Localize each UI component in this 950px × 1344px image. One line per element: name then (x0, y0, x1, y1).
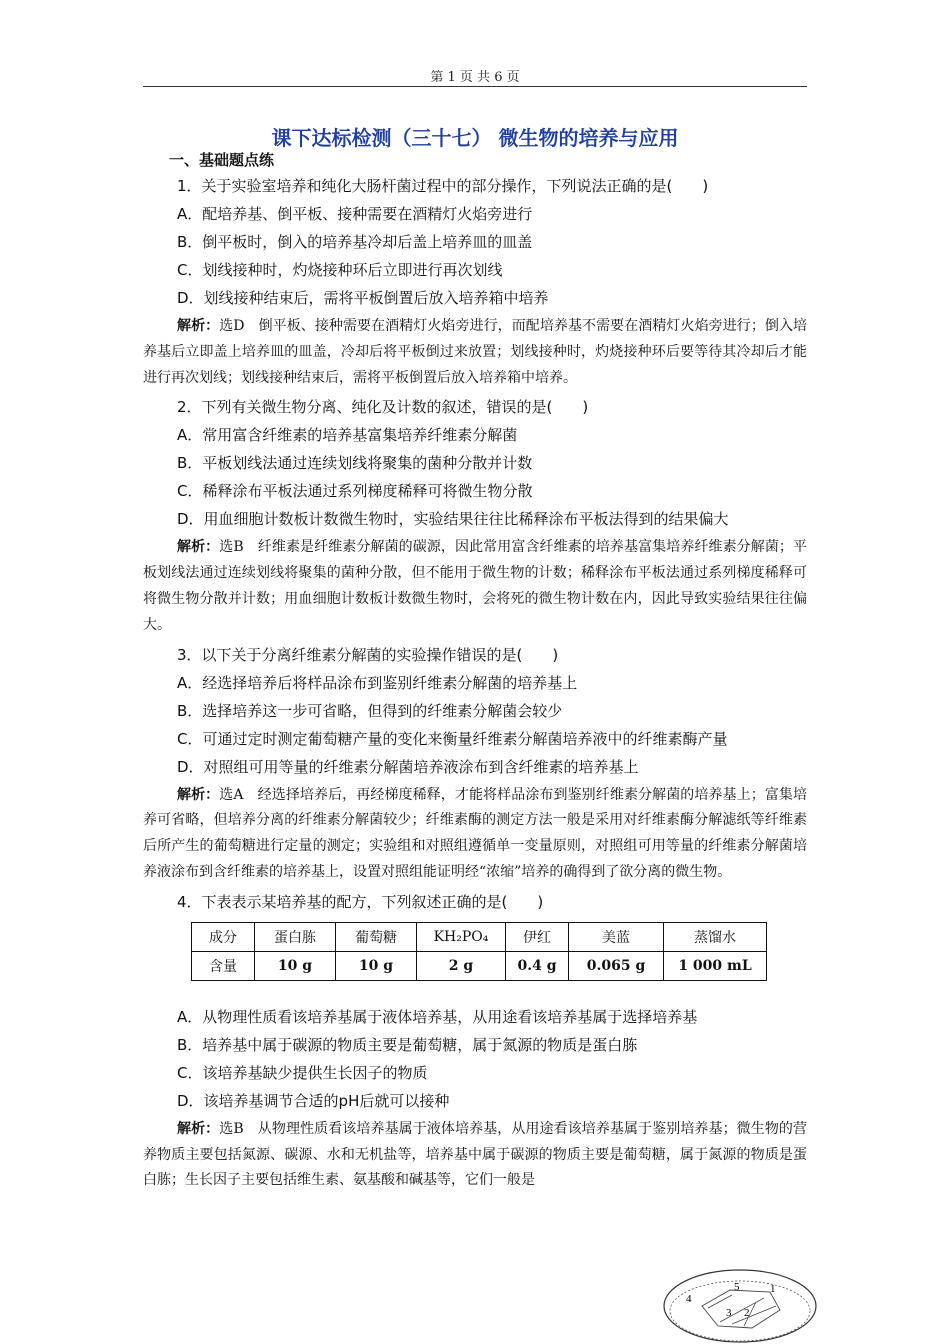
question-4-option-a: A．从物理性质看该培养基属于液体培养基，从用途看该培养基属于选择培养基 (177, 1007, 698, 1026)
header-divider (143, 86, 807, 87)
question-2-option-c: C．稀释涂布平板法通过系列梯度稀释可将微生物分散 (177, 482, 533, 501)
table-cell: 2 g (417, 951, 506, 980)
question-1-stem: 1．关于实验室培养和纯化大肠杆菌过程中的部分操作，下列说法正确的是( ) (177, 177, 709, 195)
table-cell: 美蓝 (569, 922, 664, 951)
table-cell: 蛋白胨 (255, 922, 336, 951)
dish-label: 1 (770, 1283, 776, 1295)
table-cell: 10 g (336, 951, 417, 980)
table-cell: 伊红 (506, 922, 569, 951)
analysis-label: 解析： (177, 786, 220, 803)
question-3-option-c: C．可通过定时测定葡萄糖产量的变化来衡量纤维素分解菌培养液中的纤维素酶产量 (177, 729, 728, 748)
dish-label: 5 (734, 1281, 740, 1293)
dish-label: 2 (744, 1307, 750, 1319)
page-title: 课下达标检测（三十七） 微生物的培养与应用 (271, 126, 679, 150)
question-3-option-a: A．经选择培养后将样品涂布到鉴别纤维素分解菌的培养基上 (177, 673, 578, 692)
table-cell: 10 g (255, 951, 336, 980)
question-4-analysis (143, 1117, 807, 1194)
analysis-text: 选B 纤维素是纤维素分解菌的碳源，因此常用富含纤维素的培养基富集培养纤维素分解菌；平板划线法通过连续划线将聚集的菌种分散，但不能用于微生物的计数；稀释涂布平板法通过系列梯度稀释可将微生物分散并计数；用血细胞计数板计数微生物时，会将死的微生物计数在内，因此导致实验结果往往偏大。 (143, 539, 808, 633)
document-body (143, 148, 807, 1196)
analysis-text: 选A 经选择培养后，再经梯度稀释，才能将样品涂布到鉴别纤维素分解菌的培养基上；富集培养可省略，但培养分离的纤维素分解菌较少；纤维素酶的测定方法一般是采用对纤维素酶分解滤纸等纤维素后所产生的葡萄糖进行定量的测定；实验组和对照组遵循单一变量原则，对照组可用等量的纤维素分解菌培养液涂布到含纤维素的培养基上，设置对照组能证明经“浓缩”培养的确得到了欲分离的微生物。 (143, 786, 807, 880)
question-2-option-b: B．平板划线法通过连续划线将聚集的菌种分散并计数 (177, 454, 533, 473)
question-1-analysis (143, 314, 807, 391)
question-2-option-d: D．用血细胞计数板计数微生物时，实验结果往往比稀释涂布平板法得到的结果偏大 (177, 510, 729, 529)
petri-dish-streak-figure (660, 1262, 820, 1344)
medium-formula-table (191, 922, 767, 981)
table-cell: 1 000 mL (664, 951, 767, 980)
section-heading: 一、基础题点练 (169, 151, 275, 169)
analysis-label: 解析： (177, 539, 220, 556)
question-1-option-d: D．划线接种结束后，需将平板倒置后放入培养箱中培养 (177, 289, 549, 307)
table-cell: 葡萄糖 (336, 922, 417, 951)
table-cell: 0.065 g (569, 951, 664, 980)
question-4-stem: 4．下表表示某培养基的配方，下列叙述正确的是( ) (177, 892, 544, 911)
question-4-option-d: D．该培养基调节合适的pH后就可以接种 (177, 1091, 450, 1110)
question-4-option-b: B．培养基中属于碳源的物质主要是葡萄糖，属于氮源的物质是蛋白胨 (177, 1035, 638, 1054)
dish-label: 4 (686, 1293, 692, 1305)
analysis-label: 解析： (177, 318, 220, 334)
question-1-option-b: B．倒平板时，倒入的培养基冷却后盖上培养皿的皿盖 (177, 233, 533, 251)
analysis-text: 选B 从物理性质看该培养基属于液体培养基，从用途看该培养基属于鉴别培养基；微生物的营养物质主要包括氮源、碳源、水和无机盐等，培养基中属于碳源的物质主要是葡萄糖，属于氮源的物质是蛋白胨；生长因子主要包括维生素、氨基酸和碱基等，它们一般是 (143, 1120, 808, 1189)
table-cell: 成分 (192, 922, 255, 951)
question-3-option-d: D．对照组可用等量的纤维素分解菌培养液涂布到含纤维素的培养基上 (177, 757, 639, 776)
dish-label: 3 (726, 1307, 732, 1319)
question-2-stem: 2．下列有关微生物分离、纯化及计数的叙述，错误的是( ) (177, 398, 589, 417)
table-cell: 0.4 g (506, 951, 569, 980)
table-cell: 含量 (192, 951, 255, 980)
question-3-option-b: B．选择培养这一步可省略，但得到的纤维素分解菌会较少 (177, 701, 563, 720)
question-4-option-c: C．该培养基缺少提供生长因子的物质 (177, 1063, 428, 1082)
question-1-option-a: A．配培养基、倒平板、接种需要在酒精灯火焰旁进行 (177, 205, 533, 223)
analysis-text: 选D 倒平板、接种需要在酒精灯火焰旁进行，而配培养基不需要在酒精灯火焰旁进行；倒入培养基后立即盖上培养皿的皿盖，冷却后将平板倒过来放置；划线接种时，灼烧接种环后要等待其冷却后才能进行再次划线；划线接种结束后，需将平板倒置后放入培养箱中培养。 (143, 318, 808, 386)
question-1-option-c: C．划线接种时，灼烧接种环后立即进行再次划线 (177, 261, 503, 279)
analysis-label: 解析： (177, 1120, 220, 1137)
question-3-stem: 3．以下关于分离纤维素分解菌的实验操作错误的是( ) (177, 645, 559, 664)
table-cell: 蒸馏水 (664, 922, 767, 951)
streak-lines (708, 1295, 776, 1326)
table-row (192, 951, 767, 980)
table-header-row (192, 922, 767, 951)
question-3-analysis (143, 783, 807, 886)
table-cell: KH₂PO₄ (417, 922, 506, 951)
question-2-option-a: A．常用富含纤维素的培养基富集培养纤维素分解菌 (177, 426, 518, 445)
question-2-analysis (143, 535, 807, 638)
page-header: 第 1 页 共 6 页 (430, 70, 520, 85)
